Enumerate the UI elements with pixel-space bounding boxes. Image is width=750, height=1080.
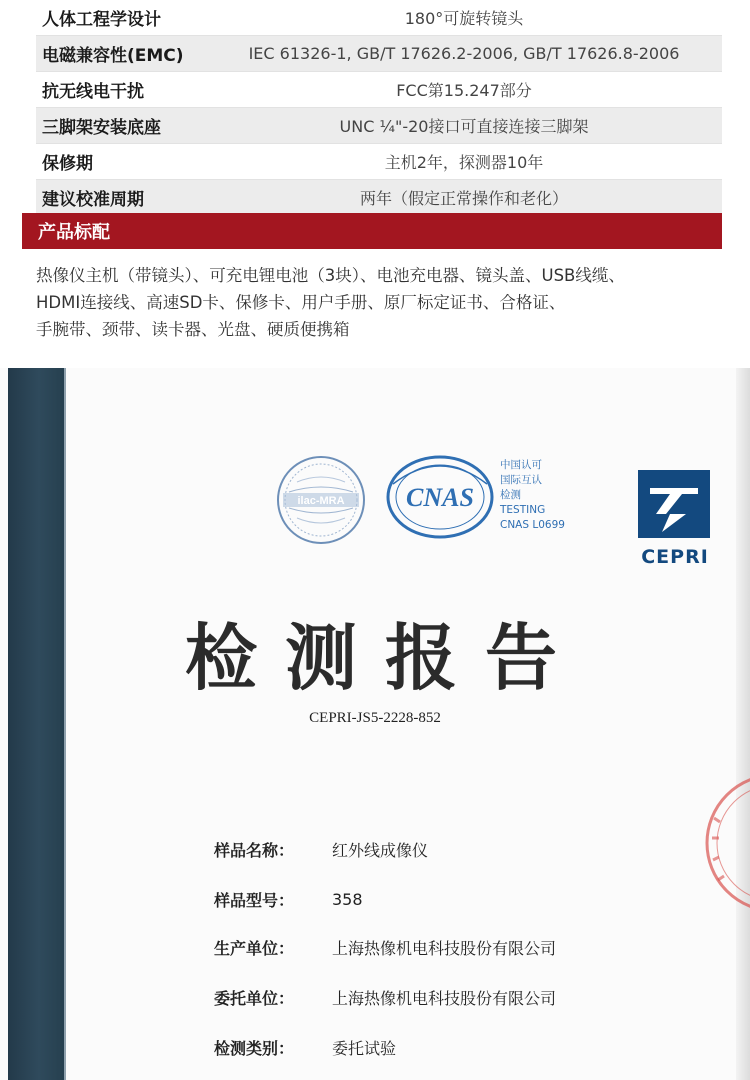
field-test-category: [214, 1034, 396, 1060]
field-client: [214, 984, 556, 1010]
field-value: 上海热像机电科技股份有限公司: [332, 938, 557, 958]
cnas-seal-icon: [385, 454, 495, 540]
spec-value: UNC ¼"-20接口可直接连接三脚架: [339, 117, 589, 136]
field-value: 委托试验: [332, 1038, 397, 1058]
cnas-text-line: 中国认可: [500, 459, 542, 471]
spec-label: 三脚架安装底座: [42, 118, 161, 138]
accessories-line: HDMI连接线、高速SD卡、保修卡、用户手册、原厂标定证书、合格证、: [36, 293, 566, 312]
spec-value: 主机2年，探测器10年: [384, 153, 544, 172]
report-number: CEPRI-JS5-2228-852: [309, 710, 441, 726]
field-sample-model: [214, 886, 363, 912]
spec-row-ergonomics: [36, 0, 722, 36]
ilac-mra-seal-label: ilac-MRA: [297, 495, 345, 507]
cnas-text-line: CNAS L0699: [500, 519, 565, 531]
spec-label: 建议校准周期: [42, 190, 144, 210]
field-value: 358: [332, 889, 363, 909]
accessories-list: [36, 262, 716, 343]
field-manufacturer: [214, 934, 556, 960]
spec-row-tripod: [36, 108, 722, 144]
spec-table: [36, 0, 722, 216]
spec-value: 180°可旋转镜头: [404, 9, 524, 28]
spec-row-warranty: [36, 144, 722, 180]
field-value: 上海热像机电科技股份有限公司: [332, 988, 557, 1008]
spec-label: 人体工程学设计: [42, 10, 161, 30]
cepri-wordmark: CEPRI: [641, 546, 709, 568]
cnas-accreditation-text: [500, 458, 565, 533]
spec-value: IEC 61326-1, GB/T 17626.2-2006, GB/T 17626.8-2006: [248, 44, 680, 63]
spec-value: 两年（假定正常操作和老化）: [359, 189, 568, 208]
field-sample-name: [214, 836, 428, 862]
field-label: 检测类别：: [214, 1038, 295, 1058]
accessories-line: 手腕带、颈带、读卡器、光盘、硬质便携箱: [36, 320, 350, 339]
field-label: 委托单位：: [214, 988, 295, 1008]
spec-label: 抗无线电干扰: [42, 82, 144, 102]
test-report-cover: [0, 368, 750, 1080]
spec-row-calibration: [36, 180, 722, 216]
field-value: 红外线成像仪: [332, 840, 429, 860]
spec-row-radio-interference: [36, 72, 722, 108]
section-header-standard-accessories: 产品标配: [22, 213, 722, 249]
spec-row-emc: [36, 36, 722, 72]
cnas-text-line: TESTING: [500, 504, 546, 516]
spec-label: 保修期: [42, 154, 93, 174]
field-label: 样品名称：: [214, 840, 295, 860]
field-label: 样品型号：: [214, 890, 295, 910]
report-title: 检测报告: [184, 616, 585, 700]
spec-label: 电磁兼容性(EMC): [42, 46, 184, 66]
cnas-text-line: 国际互认: [500, 474, 542, 486]
accessories-line: 热像仪主机（带镜头）、可充电锂电池（3块）、电池充电器、镜头盖、USB线缆、: [36, 266, 625, 285]
field-label: 生产单位：: [214, 938, 295, 958]
cnas-seal-label: CNAS: [406, 483, 474, 512]
cnas-text-line: 检测: [500, 489, 521, 501]
spec-value: FCC第15.247部分: [396, 81, 532, 100]
ilac-mra-seal-icon: [275, 454, 367, 546]
red-stamp-icon: [700, 768, 750, 918]
cepri-logo-icon: [636, 468, 712, 540]
